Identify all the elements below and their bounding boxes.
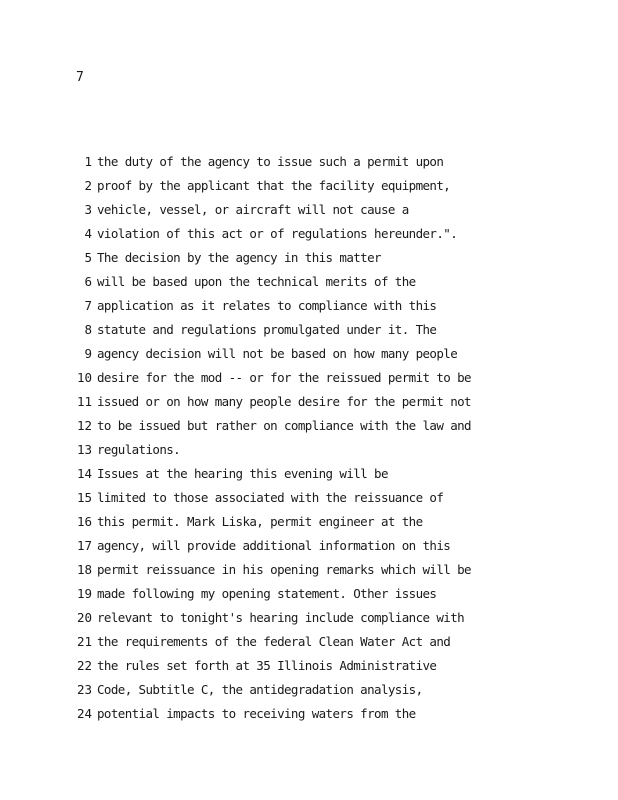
transcript-line <box>0 680 618 704</box>
line-text: will be based upon the technical merits of the <box>97 274 416 289</box>
line-number: 18 <box>76 562 92 577</box>
transcript-line <box>0 584 618 608</box>
line-number: 8 <box>84 322 92 337</box>
line-number: 7 <box>84 298 92 313</box>
line-number: 5 <box>84 250 92 265</box>
page-number: 7 <box>76 70 84 85</box>
line-text: potential impacts to receiving waters from the <box>97 706 416 721</box>
transcript-line <box>0 296 618 320</box>
line-number: 19 <box>76 586 92 601</box>
line-text: the requirements of the federal Clean Water Act and <box>97 634 451 649</box>
line-text: statute and regulations promulgated under it. The <box>97 322 437 337</box>
transcript-line <box>0 416 618 440</box>
line-text: application as it relates to compliance with this <box>97 298 437 313</box>
transcript-line <box>0 440 618 464</box>
line-text: issued or on how many people desire for the permit not <box>97 394 471 409</box>
line-text: desire for the mod -- or for the reissued permit to be <box>97 370 471 385</box>
line-number: 14 <box>76 466 92 481</box>
line-number: 20 <box>76 610 92 625</box>
line-number: 10 <box>76 370 92 385</box>
transcript-line <box>0 392 618 416</box>
line-number: 2 <box>84 178 92 193</box>
line-number: 15 <box>76 490 92 505</box>
transcript-line <box>0 464 618 488</box>
line-number: 24 <box>76 706 92 721</box>
line-text: The decision by the agency in this matter <box>97 250 381 265</box>
transcript-line <box>0 152 618 176</box>
line-number: 23 <box>76 682 92 697</box>
line-text: Issues at the hearing this evening will be <box>97 466 388 481</box>
transcript-line <box>0 632 618 656</box>
line-text: limited to those associated with the reissuance of <box>97 490 444 505</box>
transcript-line <box>0 704 618 728</box>
transcript-line <box>0 248 618 272</box>
transcript-line <box>0 368 618 392</box>
transcript-line <box>0 488 618 512</box>
transcript-line <box>0 536 618 560</box>
transcript-line <box>0 656 618 680</box>
line-text: the rules set forth at 35 Illinois Administrative <box>97 658 437 673</box>
line-text: made following my opening statement. Other issues <box>97 586 437 601</box>
line-number: 4 <box>84 226 92 241</box>
line-number: 1 <box>84 154 92 169</box>
transcript-line <box>0 200 618 224</box>
line-number: 3 <box>84 202 92 217</box>
line-text: violation of this act or of regulations hereunder.". <box>97 226 458 241</box>
line-text: regulations. <box>97 442 181 457</box>
line-text: vehicle, vessel, or aircraft will not cause a <box>97 202 409 217</box>
line-number: 22 <box>76 658 92 673</box>
line-number: 17 <box>76 538 92 553</box>
line-number: 11 <box>76 394 92 409</box>
line-number: 6 <box>84 274 92 289</box>
line-text: this permit. Mark Liska, permit engineer at the <box>97 514 423 529</box>
line-number: 16 <box>76 514 92 529</box>
line-text: the duty of the agency to issue such a permit upon <box>97 154 444 169</box>
line-text: Code, Subtitle C, the antidegradation analysis, <box>97 682 423 697</box>
transcript-line <box>0 272 618 296</box>
line-number: 9 <box>84 346 92 361</box>
transcript-line <box>0 176 618 200</box>
transcript-lines <box>0 152 618 728</box>
line-text: permit reissuance in his opening remarks which will be <box>97 562 471 577</box>
transcript-line <box>0 224 618 248</box>
transcript-line <box>0 608 618 632</box>
transcript-line <box>0 512 618 536</box>
line-text: relevant to tonight's hearing include compliance with <box>97 610 465 625</box>
line-number: 12 <box>76 418 92 433</box>
transcript-line <box>0 344 618 368</box>
transcript-line <box>0 560 618 584</box>
line-text: to be issued but rather on compliance with the law and <box>97 418 471 433</box>
line-text: agency, will provide additional information on this <box>97 538 451 553</box>
line-text: agency decision will not be based on how many people <box>97 346 458 361</box>
transcript-line <box>0 320 618 344</box>
line-number: 21 <box>76 634 92 649</box>
line-number: 13 <box>76 442 92 457</box>
line-text: proof by the applicant that the facility equipment, <box>97 178 451 193</box>
